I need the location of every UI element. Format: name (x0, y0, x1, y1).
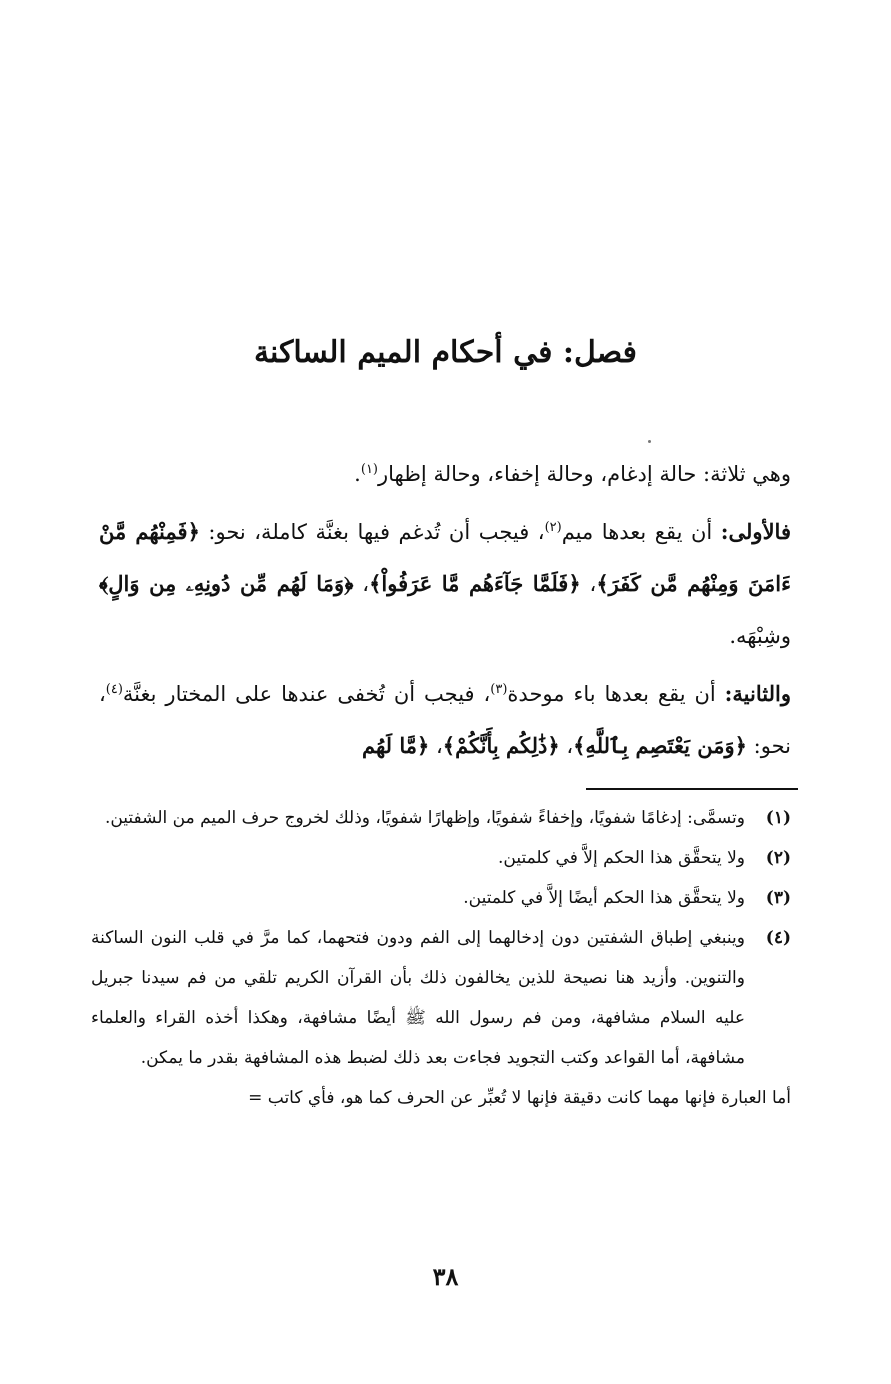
second-case-text-1: أن يقع بعدها باء موحدة (507, 682, 725, 706)
footnote-number: (١) (765, 808, 791, 828)
quran-verse-1: ﴿فَمِنْهُم مَّنْ ءَامَنَ وَمِنْهُم مَّن كَفَرَ﴾ (99, 519, 792, 596)
separator: ، (559, 734, 574, 758)
footnote-text: وتسمَّى: إدغامًا شفويًا، وإخفاءً شفويًا، وإظهارًا شفويًا، وذلك لخروج حرف الميم من الشفتين. (104, 808, 745, 828)
first-case-end: وشِبْهَه. (729, 624, 791, 648)
separator: ، (580, 572, 597, 596)
footnote-item (91, 798, 791, 838)
quran-verse-5: ﴿ذَٰلِكُم بِأَنَّكُمْ﴾ (442, 733, 560, 758)
footnote-number: (٢) (765, 848, 791, 868)
first-case-text-2: ، فيجب أن تُدغم فيها بغنَّة كاملة، نحو: (199, 520, 545, 544)
footnote-number: (٤) (765, 928, 791, 948)
footnote-number: (٣) (765, 888, 791, 908)
separator: ، (353, 572, 370, 596)
speck-mark (648, 440, 651, 443)
quran-verse-3: ﴿وَمَا لَهُم مِّن دُونِهِۦ مِن وَالٍ﴾ (99, 571, 354, 596)
footnote-text: ولا يتحقَّق هذا الحكم أيضًا إلاَّ في كلمتين. (463, 888, 745, 908)
first-case-paragraph (99, 506, 791, 662)
second-case-text-3: ، نحو: (99, 682, 791, 758)
footnote-text: ولا يتحقَّق هذا الحكم إلاَّ في كلمتين. (498, 848, 745, 868)
quran-verse-2: ﴿فَلَمَّا جَآءَهُم مَّا عَرَفُواْ﴾ (369, 571, 581, 596)
quran-verse-4: ﴿وَمَن يَعْتَصِم بِٱللَّهِ﴾ (573, 733, 747, 758)
first-case-text-1: أن يقع بعدها ميم (561, 520, 721, 544)
second-case-text-2: ، فيجب أن تُخفى عندها على المختار بغنَّة (122, 682, 491, 706)
intro-text: وهي ثلاثة: حالة إدغام، وحالة إخفاء، وحالة إظهار (378, 462, 791, 486)
quran-verse-6: ﴿مَّا لَهُم (361, 733, 430, 758)
footnote-ref-3: (٣) (490, 682, 508, 697)
footnote-item (91, 918, 791, 1078)
footnote-ref-1: (١) (360, 462, 378, 477)
page-number: ٣٨ (432, 1262, 459, 1291)
footnote-ref-4: (٤) (105, 682, 123, 697)
first-case-lead: فالأولى: (720, 519, 791, 544)
footnote-continuation: أما العبارة فإنها مهما كانت دقيقة فإنها لا تُعبِّر عن الحرف كما هو، فأي كاتب = (248, 1088, 791, 1108)
footnote-item (91, 838, 791, 878)
intro-end: . (354, 462, 361, 486)
separator: ، (429, 734, 443, 758)
footnotes-section (91, 798, 791, 1118)
footnote-separator-rule (586, 788, 798, 790)
intro-paragraph (99, 448, 791, 500)
footnote-item (91, 878, 791, 918)
footnote-text: وينبغي إطباق الشفتين دون إدخالهما إلى الفم ودون فتحهما، كما مرَّ في قلب النون الساكنة والتنوين. وأزيد هنا نصيحة للذين يخالفون ذلك بأن القرآن الكريم تلقي من فم سيدنا جبريل عليه السلام مشافهة، ومن فم رسول الله ﷺ أيضًا مشافهة، وهكذا أخذه القراء والعلماء مشافهة، أما القواعد وكتب التجويد فجاءت بعد ذلك لضبط هذه المشافهة بقدر ما يمكن. (91, 928, 745, 1068)
main-text (99, 448, 791, 772)
second-case-paragraph (99, 668, 791, 772)
footnote-ref-2: (٢) (544, 520, 562, 535)
second-case-lead: والثانية: (724, 681, 791, 706)
section-title: فصل: في أحكام الميم الساكنة (253, 335, 638, 370)
